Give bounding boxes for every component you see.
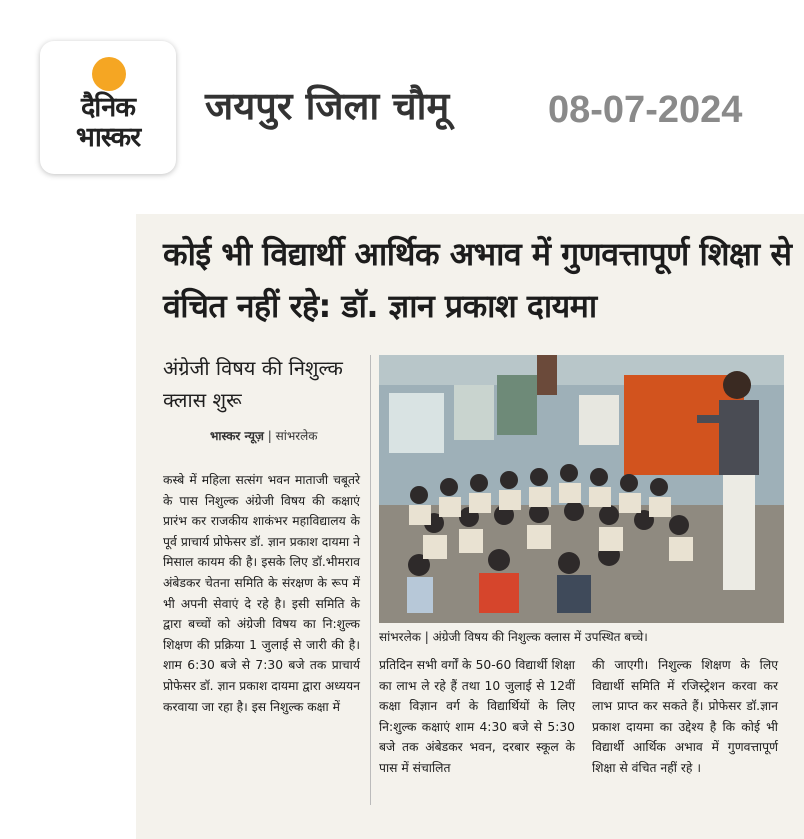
edition-place: जयपुर जिला चौमू [205,84,450,128]
article-byline [210,427,318,444]
classroom-photo [379,355,784,623]
edition-date: 08-07-2024 [548,89,743,131]
byline-place: सांभरलेक [275,429,318,443]
article-column-1: कस्बे में महिला सत्संग भवन माताजी चबूतरे के पास निशुल्क अंग्रेजी विषय की कक्षाएं प्रारंभ कर राजकीय शाकंभर महाविद्यालय के पूर्व प्राचार्य प्रोफेसर डॉ. ज्ञान प्रकाश दायमा ने मिसाल कायम की है। इसके लिए डॉ.भीमराव अंबेडकर चेतना समिति के संरक्षण के रूप में भी अपनी सेवाएं दे रहे है। इसी समिति के द्वारा बच्चों को अंग्रेजी विषय का नि:शुल्क शिक्षण की प्रक्रिया 1 जुलाई से जारी की है। शाम 6:30 बजे से 7:30 बजे तक प्राचार्य प्रोफेसर डॉ. ज्ञान प्रकाश दायमा द्वारा अध्ययन करवाया जा रहा है। इस निशुल्क कक्षा में [163,473,360,714]
logo-text-line2: भास्कर [75,122,141,153]
classroom-photo-illustration [379,355,784,623]
byline-source: भास्कर न्यूज़ [210,429,264,443]
article-headline: कोई भी विद्यार्थी आर्थिक अभाव में गुणवत्तापूर्ण शिक्षा से वंचित नहीं रहे: डॉ. ज्ञान प्रकाश दायमा [163,235,792,325]
photo-caption: सांभरलेक | अंग्रेजी विषय की निशुल्क क्लास में उपस्थित बच्चे। [379,630,648,644]
article-subheadline: अंग्रेजी विषय की निशुल्क क्लास शुरू [163,356,343,412]
page-header [0,0,804,200]
article-column-2: प्रतिदिन सभी वर्गों के 50-60 विद्यार्थी शिक्षा का लाभ ले रहे हैं तथा 10 जुलाई से 12वीं कक्षा विज्ञान वर्ग के विद्यार्थियों के लिए नि:शुल्क कक्षाएं शाम 4:30 बजे से 5:30 बजे तक अंबेडकर भवन, दरबार स्कूल के पास में संचालित [379,658,575,775]
article-column-3: की जाएगी। निशुल्क शिक्षण के लिए विद्यार्थी समिति में रजिस्ट्रेशन करवा कर लाभ प्राप्त कर सकते हैं। प्रोफेसर डॉ.ज्ञान प्रकाश दायमा का उद्देश्य है कि कोई भी विद्यार्थी आर्थिक अभाव में गुणवत्तापूर्ण शिक्षा से वंचित नहीं रहे । [592,658,778,775]
logo-sun-icon [92,57,126,91]
dainik-bhaskar-logo [40,41,176,174]
byline-separator: | [263,429,276,443]
column-divider [370,355,371,805]
logo-text-line1: दैनिक [80,92,136,123]
